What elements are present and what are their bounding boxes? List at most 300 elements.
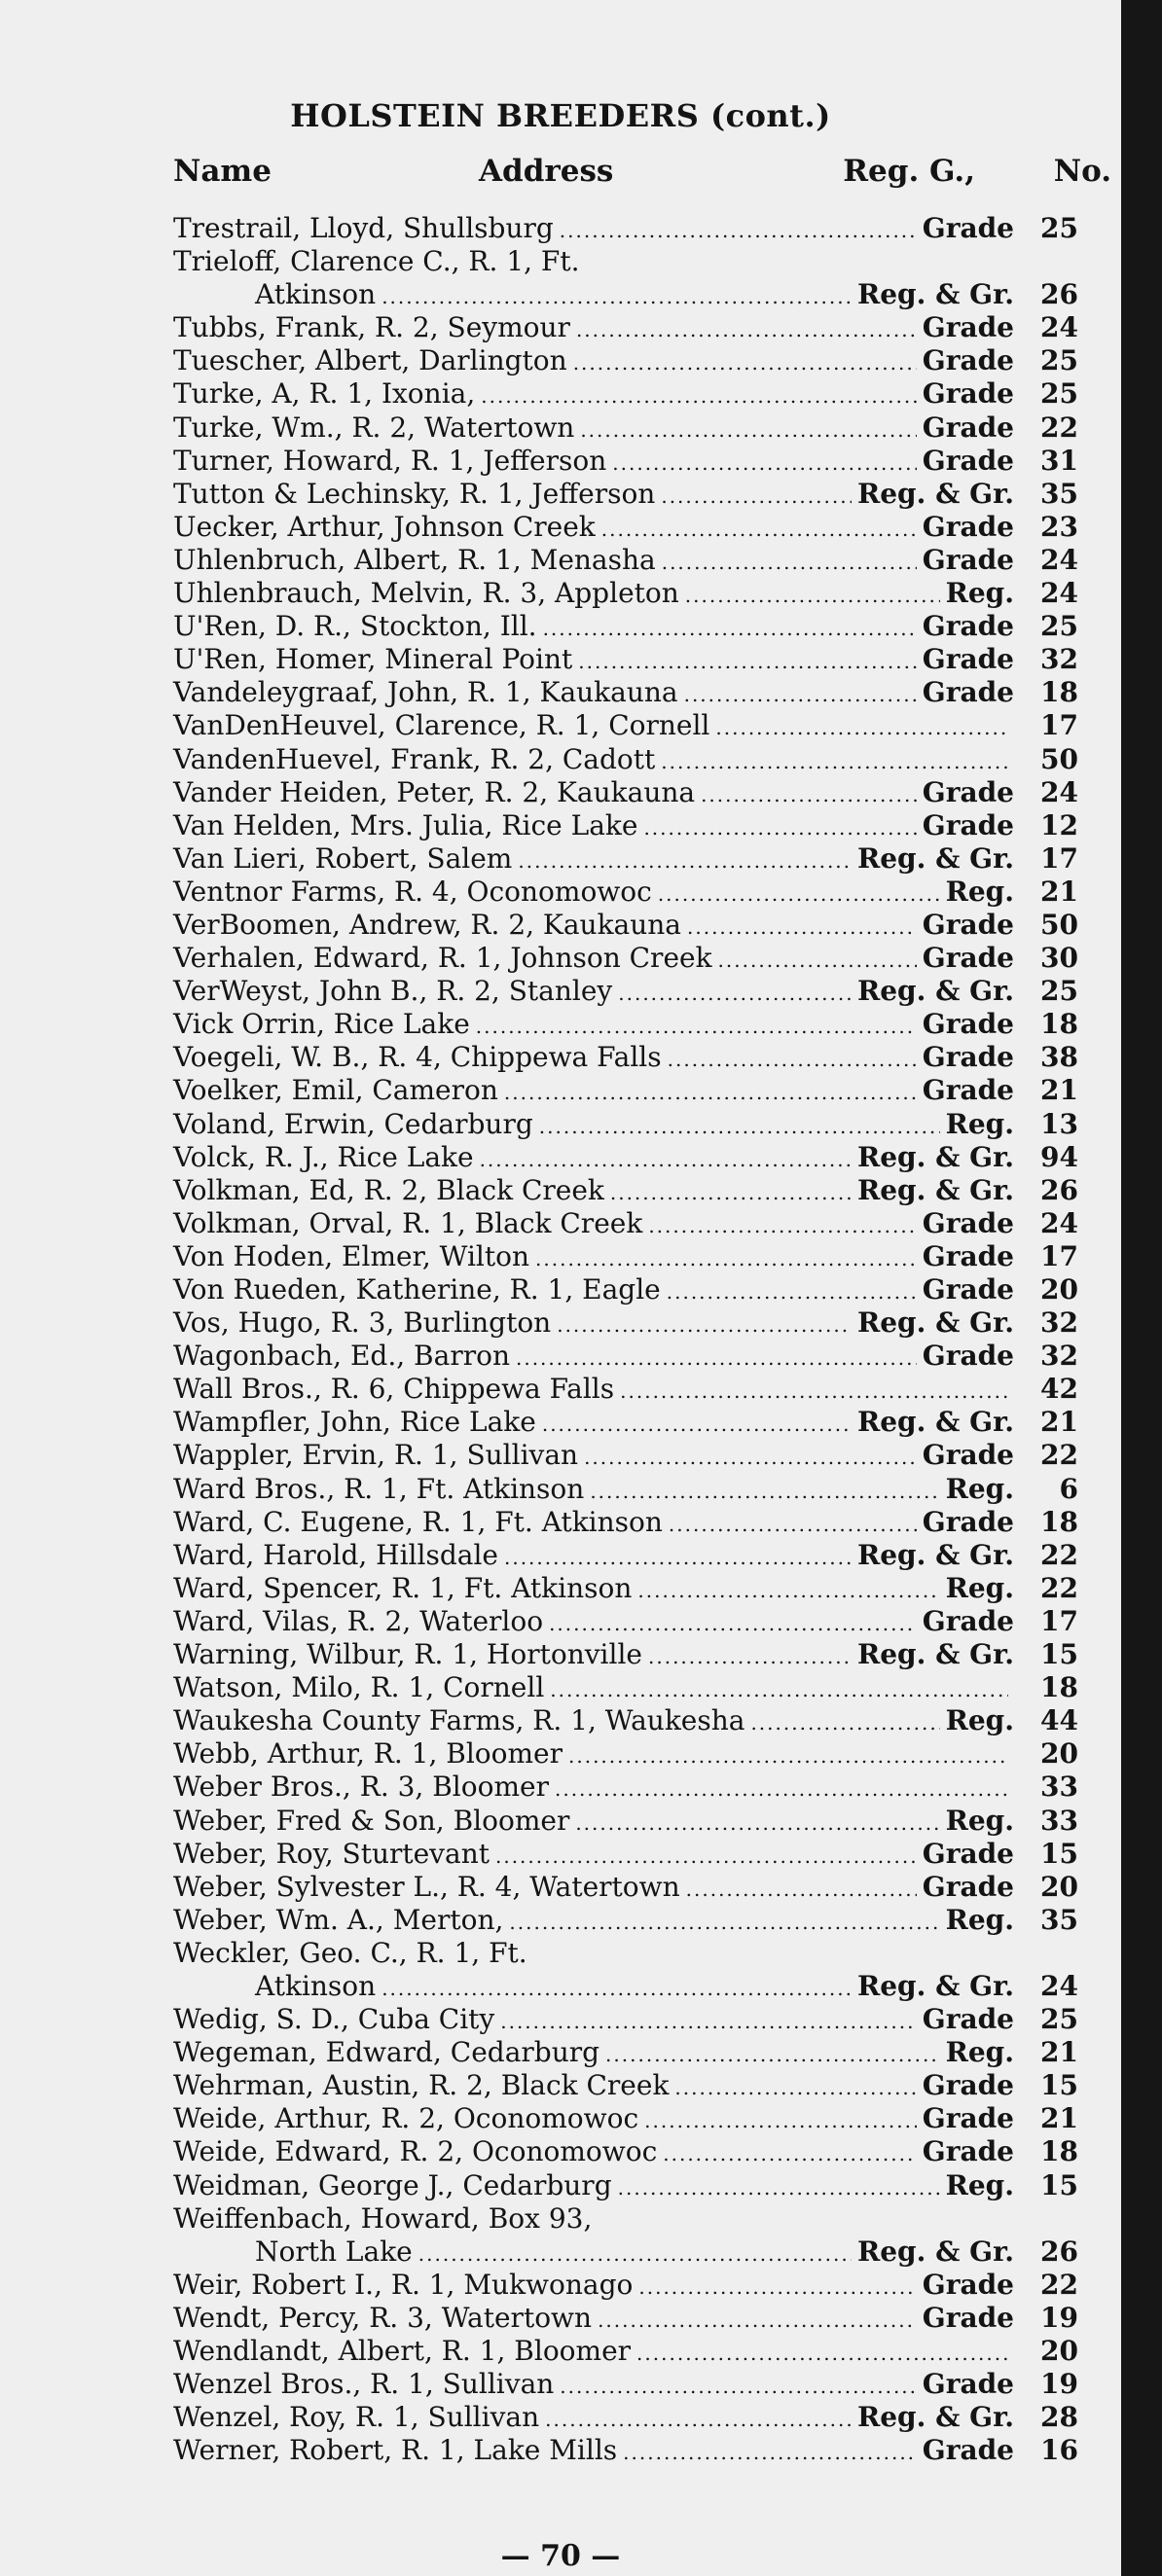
breeder-name-address: Ventnor Farms, R. 4, Oconomowoc bbox=[173, 875, 652, 908]
breeder-name-address: VandenHuevel, Frank, R. 2, Cadott bbox=[173, 742, 656, 775]
breeder-name-address: Van Lieri, Robert, Salem bbox=[173, 841, 513, 875]
registration-class: Reg. bbox=[945, 1472, 1014, 1505]
breeder-name-address: Ward Bros., R. 1, Ft. Atkinson bbox=[173, 1472, 585, 1505]
breeder-name-address: Wenzel Bros., R. 1, Sullivan bbox=[173, 2368, 555, 2401]
breeder-name-address: Vos, Hugo, R. 3, Burlington bbox=[173, 1306, 552, 1340]
leader-dots bbox=[500, 2005, 917, 2038]
column-name-label: Name bbox=[173, 154, 272, 189]
herd-count: 50 bbox=[1040, 742, 1078, 775]
registration-class: Grade bbox=[922, 543, 1014, 576]
herd-count: 17 bbox=[1040, 841, 1078, 875]
list-item bbox=[173, 2036, 1078, 2069]
registration-class: Grade bbox=[922, 444, 1014, 477]
list-item bbox=[173, 344, 1078, 377]
registration-class: Reg. & Gr. bbox=[856, 1969, 1014, 2002]
breeder-name-address: Verhalen, Edward, R. 1, Johnson Creek bbox=[173, 942, 712, 975]
list-item bbox=[173, 909, 1078, 942]
breeder-name-address: Ward, Harold, Hillsdale bbox=[173, 1538, 498, 1571]
list-item bbox=[173, 544, 1078, 577]
herd-count: 38 bbox=[1040, 1041, 1078, 1074]
breeder-name-address: Weber, Fred & Son, Bloomer bbox=[173, 1804, 570, 1837]
list-item bbox=[173, 2003, 1078, 2036]
list-item bbox=[173, 876, 1078, 909]
herd-count: 22 bbox=[1040, 411, 1078, 444]
leader-dots bbox=[618, 2171, 940, 2204]
list-item bbox=[173, 1737, 1078, 1771]
breeder-name-address: Weckler, Geo. C., R. 1, Ft. bbox=[173, 1936, 527, 1969]
breeder-name-address: Volkman, Orval, R. 1, Black Creek bbox=[173, 1206, 643, 1239]
leader-dots bbox=[584, 1441, 917, 1474]
registration-class: Reg. bbox=[945, 1107, 1014, 1140]
list-item bbox=[173, 1306, 1078, 1340]
breeder-name-address: Von Hoden, Elmer, Wilton bbox=[173, 1239, 530, 1272]
herd-count: 19 bbox=[1040, 2368, 1078, 2401]
breeder-name-address: Wehrman, Austin, R. 2, Black Creek bbox=[173, 2069, 670, 2102]
registration-class: Grade bbox=[922, 908, 1014, 941]
herd-count: 15 bbox=[1040, 2069, 1078, 2102]
herd-count: 15 bbox=[1040, 1638, 1078, 1671]
leader-dots bbox=[610, 1176, 852, 1209]
list-item bbox=[173, 643, 1078, 676]
breeder-name-address: Von Rueden, Katherine, R. 1, Eagle bbox=[173, 1273, 661, 1306]
list-item bbox=[173, 445, 1078, 478]
herd-count: 21 bbox=[1040, 1074, 1078, 1107]
list-item bbox=[173, 2135, 1078, 2168]
breeder-name-address: Atkinson bbox=[255, 278, 377, 311]
herd-count: 25 bbox=[1040, 344, 1078, 377]
breeder-name-address: Wendlandt, Albert, R. 1, Bloomer bbox=[173, 2335, 632, 2367]
herd-count: 33 bbox=[1040, 1771, 1078, 1804]
list-item bbox=[173, 2302, 1078, 2335]
list-item bbox=[173, 411, 1078, 445]
herd-count: 24 bbox=[1040, 543, 1078, 576]
herd-count: 13 bbox=[1040, 1107, 1078, 1140]
breeder-name-address: Voelker, Emil, Cameron bbox=[173, 1074, 498, 1107]
list-item bbox=[173, 1473, 1078, 1506]
breeder-name-address: VerBoomen, Andrew, R. 2, Kaukauna bbox=[173, 908, 681, 941]
registration-class: Grade bbox=[922, 643, 1014, 676]
herd-count: 26 bbox=[1040, 1173, 1078, 1206]
list-item bbox=[173, 1340, 1078, 1373]
herd-count: 21 bbox=[1040, 2102, 1078, 2135]
list-item bbox=[173, 2401, 1078, 2434]
breeder-name-address: Weide, Edward, R. 2, Oconomowoc bbox=[173, 2135, 658, 2168]
registration-class: Reg. & Gr. bbox=[856, 1173, 1014, 1206]
registration-class: Grade bbox=[922, 411, 1014, 444]
breeder-name-address: Ward, Spencer, R. 1, Ft. Atkinson bbox=[173, 1571, 633, 1604]
column-header bbox=[0, 154, 1121, 193]
leader-dots bbox=[661, 480, 852, 513]
list-item bbox=[173, 2368, 1078, 2401]
leader-dots bbox=[480, 1143, 852, 1176]
list-item bbox=[173, 1174, 1078, 1207]
leader-dots bbox=[598, 2304, 917, 2337]
leader-dots bbox=[557, 1308, 852, 1342]
registration-class: Grade bbox=[922, 1074, 1014, 1107]
list-item bbox=[173, 2169, 1078, 2202]
list-item bbox=[173, 245, 1078, 278]
breeder-name-address: Uecker, Arthur, Johnson Creek bbox=[173, 510, 596, 543]
herd-count: 25 bbox=[1040, 610, 1078, 643]
registration-class: Reg. bbox=[945, 1903, 1014, 1936]
leader-dots bbox=[539, 1110, 940, 1143]
leader-dots bbox=[638, 2271, 916, 2304]
breeder-name-address: Voegeli, W. B., R. 4, Chippewa Falls bbox=[173, 1041, 662, 1074]
breeder-name-address: Turner, Howard, R. 1, Jefferson bbox=[173, 444, 607, 477]
list-item bbox=[173, 1207, 1078, 1240]
leader-dots bbox=[578, 645, 917, 678]
herd-count: 30 bbox=[1040, 942, 1078, 975]
column-address-label: Address bbox=[479, 154, 614, 189]
breeder-name-address: Wedig, S. D., Cuba City bbox=[173, 2003, 495, 2036]
list-item bbox=[173, 776, 1078, 809]
leader-dots bbox=[674, 2071, 916, 2104]
leader-dots bbox=[623, 2436, 917, 2469]
herd-count: 20 bbox=[1040, 1870, 1078, 1903]
herd-count: 94 bbox=[1040, 1140, 1078, 1173]
herd-count: 18 bbox=[1040, 1505, 1078, 1538]
leader-dots bbox=[590, 1475, 939, 1508]
list-item bbox=[173, 2236, 1078, 2269]
leader-dots bbox=[667, 1275, 917, 1308]
leader-dots bbox=[509, 1906, 939, 1939]
registration-class: Grade bbox=[922, 1870, 1014, 1903]
herd-count: 20 bbox=[1040, 2335, 1078, 2367]
list-item bbox=[173, 1704, 1078, 1737]
registration-class: Grade bbox=[922, 2003, 1014, 2036]
breeder-name-address: Weiffenbach, Howard, Box 93, bbox=[173, 2201, 593, 2235]
herd-count: 28 bbox=[1040, 2401, 1078, 2434]
leader-dots bbox=[658, 877, 940, 911]
registration-class: Reg. & Gr. bbox=[856, 975, 1014, 1008]
leader-dots bbox=[495, 1840, 917, 1873]
leader-dots bbox=[381, 280, 852, 313]
herd-count: 24 bbox=[1040, 311, 1078, 344]
breeder-name-address: Waukesha County Farms, R. 1, Waukesha bbox=[173, 1704, 745, 1737]
list-item bbox=[173, 975, 1078, 1008]
breeder-name-address: Uhlenbrauch, Melvin, R. 3, Appleton bbox=[173, 577, 679, 610]
list-item bbox=[173, 1871, 1078, 1904]
column-reg-label: Reg. G., bbox=[843, 154, 975, 189]
list-item bbox=[173, 842, 1078, 876]
breeder-name-address: Wall Bros., R. 6, Chippewa Falls bbox=[173, 1373, 615, 1406]
list-item bbox=[173, 1041, 1078, 1074]
list-item bbox=[173, 1638, 1078, 1671]
list-item bbox=[173, 2434, 1078, 2467]
registration-class: Reg. & Gr. bbox=[856, 2401, 1014, 2434]
registration-class: Grade bbox=[922, 808, 1014, 841]
registration-class: Reg. & Gr. bbox=[856, 1638, 1014, 1671]
herd-count: 22 bbox=[1040, 2268, 1078, 2301]
page-title: HOLSTEIN BREEDERS (cont.) bbox=[290, 97, 831, 134]
registration-class: Grade bbox=[922, 1239, 1014, 1272]
breeder-name-address: Trestrail, Lloyd, Shullsburg bbox=[173, 212, 554, 244]
breeder-name-address: Weber Bros., R. 3, Bloomer bbox=[173, 1771, 549, 1804]
list-item bbox=[173, 2102, 1078, 2135]
registration-class: Grade bbox=[922, 2268, 1014, 2301]
herd-count: 21 bbox=[1040, 875, 1078, 908]
leader-dots bbox=[560, 2370, 917, 2403]
herd-count: 18 bbox=[1040, 1008, 1078, 1041]
herd-count: 32 bbox=[1040, 1340, 1078, 1373]
registration-class: Grade bbox=[922, 1340, 1014, 1373]
breeder-name-address: Volkman, Ed, R. 2, Black Creek bbox=[173, 1173, 604, 1206]
registration-class: Grade bbox=[922, 1837, 1014, 1870]
breeder-list bbox=[173, 212, 1078, 2467]
herd-count: 32 bbox=[1040, 1306, 1078, 1340]
leader-dots bbox=[648, 1640, 852, 1673]
registration-class: Grade bbox=[922, 2135, 1014, 2168]
registration-class: Reg. & Gr. bbox=[856, 278, 1014, 311]
leader-dots bbox=[612, 447, 917, 480]
herd-count: 22 bbox=[1040, 1571, 1078, 1604]
leader-dots bbox=[648, 1209, 916, 1242]
herd-count: 18 bbox=[1040, 676, 1078, 709]
breeder-name-address: Wendt, Percy, R. 3, Watertown bbox=[173, 2301, 593, 2334]
breeder-name-address: Weber, Roy, Sturtevant bbox=[173, 1837, 490, 1870]
list-item bbox=[173, 709, 1078, 742]
herd-count: 42 bbox=[1040, 1373, 1078, 1406]
leader-dots bbox=[687, 911, 917, 944]
leader-dots bbox=[668, 1043, 917, 1076]
breeder-name-address: Warning, Wilbur, R. 1, Hortonville bbox=[173, 1638, 642, 1671]
breeder-name-address: Voland, Erwin, Cedarburg bbox=[173, 1107, 533, 1140]
registration-class: Reg. bbox=[945, 2036, 1014, 2069]
registration-class: Reg. & Gr. bbox=[856, 1406, 1014, 1439]
registration-class: Reg. bbox=[945, 1804, 1014, 1837]
list-item bbox=[173, 1539, 1078, 1572]
leader-dots bbox=[516, 1342, 917, 1375]
registration-class: Reg. & Gr. bbox=[856, 2235, 1014, 2268]
list-item bbox=[173, 1605, 1078, 1638]
breeder-name-address: Vick Orrin, Rice Lake bbox=[173, 1008, 470, 1041]
registration-class: Grade bbox=[922, 377, 1014, 411]
list-item bbox=[173, 1406, 1078, 1439]
leader-dots bbox=[550, 1673, 1008, 1706]
registration-class: Grade bbox=[922, 1439, 1014, 1472]
list-item bbox=[173, 1373, 1078, 1406]
breeder-name-address: Trieloff, Clarence C., R. 1, Ft. bbox=[173, 245, 580, 278]
breeder-name-address: Wenzel, Roy, R. 1, Sullivan bbox=[173, 2401, 540, 2434]
column-no-label: No. bbox=[1053, 154, 1111, 189]
breeder-name-address: U'Ren, D. R., Stockton, Ill. bbox=[173, 610, 537, 643]
leader-dots bbox=[549, 1607, 917, 1640]
herd-count: 23 bbox=[1040, 510, 1078, 543]
leader-dots bbox=[476, 1010, 917, 1043]
list-item bbox=[173, 1904, 1078, 1937]
breeder-name-address: Werner, Robert, R. 1, Lake Mills bbox=[173, 2434, 618, 2467]
herd-count: 26 bbox=[1040, 278, 1078, 311]
list-item bbox=[173, 942, 1078, 975]
breeder-name-address: Vandeleygraaf, John, R. 1, Kaukauna bbox=[173, 676, 678, 709]
registration-class: Reg. bbox=[945, 577, 1014, 610]
breeder-name-address: Ward, C. Eugene, R. 1, Ft. Atkinson bbox=[173, 1505, 663, 1538]
leader-dots bbox=[418, 2237, 852, 2271]
list-item bbox=[173, 577, 1078, 610]
herd-count: 16 bbox=[1040, 2434, 1078, 2467]
breeder-name-address: Vander Heiden, Peter, R. 2, Kaukauna bbox=[173, 775, 696, 808]
herd-count: 21 bbox=[1040, 1406, 1078, 1439]
registration-class: Grade bbox=[922, 2102, 1014, 2135]
registration-class: Reg. & Gr. bbox=[856, 477, 1014, 510]
registration-class: Reg. & Gr. bbox=[856, 1306, 1014, 1340]
breeder-name-address: Turke, A, R. 1, Ixonia, bbox=[173, 377, 476, 411]
leader-dots bbox=[545, 2403, 852, 2436]
list-item bbox=[173, 1970, 1078, 2003]
herd-count: 25 bbox=[1040, 377, 1078, 411]
herd-count: 24 bbox=[1040, 775, 1078, 808]
list-item bbox=[173, 1506, 1078, 1539]
registration-class: Grade bbox=[922, 1273, 1014, 1306]
leader-dots bbox=[663, 2137, 917, 2170]
list-item bbox=[173, 2335, 1078, 2368]
breeder-name-address: Weide, Arthur, R. 2, Oconomowoc bbox=[173, 2102, 639, 2135]
list-item bbox=[173, 1141, 1078, 1174]
registration-class: Grade bbox=[922, 676, 1014, 709]
herd-count: 33 bbox=[1040, 1804, 1078, 1837]
registration-class: Grade bbox=[922, 1206, 1014, 1239]
breeder-name-address: North Lake bbox=[255, 2235, 413, 2268]
herd-count: 35 bbox=[1040, 477, 1078, 510]
list-item bbox=[173, 1572, 1078, 1605]
list-item bbox=[173, 1008, 1078, 1041]
list-item bbox=[173, 610, 1078, 643]
registration-class: Grade bbox=[922, 1505, 1014, 1538]
list-item bbox=[173, 478, 1078, 511]
leader-dots bbox=[481, 379, 917, 412]
list-item bbox=[173, 2269, 1078, 2302]
registration-class: Grade bbox=[922, 2301, 1014, 2334]
registration-class: Reg. bbox=[945, 875, 1014, 908]
registration-class: Grade bbox=[922, 510, 1014, 543]
registration-class: Grade bbox=[922, 2434, 1014, 2467]
breeder-name-address: Atkinson bbox=[255, 1969, 377, 2002]
registration-class: Grade bbox=[922, 212, 1014, 244]
list-item bbox=[173, 1805, 1078, 1838]
breeder-name-address: Van Helden, Mrs. Julia, Rice Lake bbox=[173, 808, 638, 841]
leader-dots bbox=[643, 811, 916, 844]
list-item bbox=[173, 511, 1078, 544]
breeder-name-address: Wampfler, John, Rice Lake bbox=[173, 1406, 536, 1439]
leader-dots bbox=[504, 1076, 917, 1109]
leader-dots bbox=[575, 1807, 939, 1840]
breeder-name-address: Weidman, George J., Cedarburg bbox=[173, 2168, 612, 2201]
herd-count: 31 bbox=[1040, 444, 1078, 477]
registration-class: Grade bbox=[922, 775, 1014, 808]
registration-class: Grade bbox=[922, 2368, 1014, 2401]
leader-dots bbox=[573, 346, 917, 379]
leader-dots bbox=[555, 1772, 1008, 1806]
leader-dots bbox=[618, 977, 852, 1010]
breeder-name-address: Weir, Robert I., R. 1, Mukwonago bbox=[173, 2268, 634, 2301]
leader-dots bbox=[601, 513, 917, 546]
list-item bbox=[173, 1838, 1078, 1871]
herd-count: 25 bbox=[1040, 975, 1078, 1008]
page-edge bbox=[1121, 0, 1162, 2576]
herd-count: 22 bbox=[1040, 1439, 1078, 1472]
list-item bbox=[173, 1240, 1078, 1273]
herd-count: 20 bbox=[1040, 1737, 1078, 1771]
list-item bbox=[173, 676, 1078, 709]
herd-count: 20 bbox=[1040, 1273, 1078, 1306]
herd-count: 50 bbox=[1040, 908, 1078, 941]
herd-count: 24 bbox=[1040, 1206, 1078, 1239]
registration-class: Reg. & Gr. bbox=[856, 841, 1014, 875]
breeder-name-address: Uhlenbruch, Albert, R. 1, Menasha bbox=[173, 543, 656, 576]
leader-dots bbox=[568, 1739, 1008, 1772]
herd-count: 15 bbox=[1040, 1837, 1078, 1870]
list-item bbox=[173, 311, 1078, 344]
leader-dots bbox=[684, 678, 917, 711]
leader-dots bbox=[718, 944, 917, 977]
herd-count: 24 bbox=[1040, 577, 1078, 610]
breeder-name-address: Tutton & Lechinsky, R. 1, Jefferson bbox=[173, 477, 656, 510]
registration-class: Reg. & Gr. bbox=[856, 1140, 1014, 1173]
herd-count: 18 bbox=[1040, 2135, 1078, 2168]
list-item bbox=[173, 2069, 1078, 2102]
list-item bbox=[173, 212, 1078, 245]
leader-dots bbox=[644, 2104, 917, 2137]
herd-count: 18 bbox=[1040, 1671, 1078, 1704]
registration-class: Grade bbox=[922, 2069, 1014, 2102]
breeder-name-address: Tubbs, Frank, R. 2, Seymour bbox=[173, 311, 570, 344]
list-item bbox=[173, 1937, 1078, 1970]
registration-class: Grade bbox=[922, 344, 1014, 377]
herd-count: 21 bbox=[1040, 2036, 1078, 2069]
list-item bbox=[173, 743, 1078, 776]
list-item bbox=[173, 1671, 1078, 1704]
list-item bbox=[173, 809, 1078, 842]
leader-dots bbox=[750, 1706, 939, 1739]
breeder-name-address: Wagonbach, Ed., Barron bbox=[173, 1340, 510, 1373]
leader-dots bbox=[543, 612, 917, 645]
breeder-name-address: Watson, Milo, R. 1, Cornell bbox=[173, 1671, 545, 1704]
leader-dots bbox=[560, 214, 917, 247]
list-item bbox=[173, 1074, 1078, 1107]
herd-count: 15 bbox=[1040, 2168, 1078, 2201]
herd-count: 17 bbox=[1040, 1239, 1078, 1272]
breeder-name-address: Tuescher, Albert, Darlington bbox=[173, 344, 567, 377]
leader-dots bbox=[576, 313, 917, 346]
breeder-name-address: U'Ren, Homer, Mineral Point bbox=[173, 643, 573, 676]
breeder-name-address: Ward, Vilas, R. 2, Waterloo bbox=[173, 1604, 544, 1637]
leader-dots bbox=[686, 1873, 917, 1906]
herd-count: 17 bbox=[1040, 709, 1078, 742]
list-item bbox=[173, 1273, 1078, 1306]
registration-class: Grade bbox=[922, 311, 1014, 344]
registration-class: Reg. bbox=[945, 1571, 1014, 1604]
breeder-name-address: Webb, Arthur, R. 1, Bloomer bbox=[173, 1737, 563, 1771]
leader-dots bbox=[605, 2038, 940, 2071]
breeder-name-address: Turke, Wm., R. 2, Watertown bbox=[173, 411, 575, 444]
herd-count: 6 bbox=[1059, 1472, 1078, 1505]
list-item bbox=[173, 278, 1078, 311]
leader-dots bbox=[662, 546, 917, 579]
list-item bbox=[173, 2202, 1078, 2236]
herd-count: 24 bbox=[1040, 1969, 1078, 2002]
leader-dots bbox=[715, 711, 1008, 744]
registration-class: Grade bbox=[922, 1604, 1014, 1637]
breeder-name-address: Weber, Sylvester L., R. 4, Watertown bbox=[173, 1870, 680, 1903]
registration-class: Reg. bbox=[945, 1704, 1014, 1737]
herd-count: 32 bbox=[1040, 643, 1078, 676]
leader-dots bbox=[661, 745, 1008, 778]
leader-dots bbox=[685, 579, 940, 612]
leader-dots bbox=[636, 2337, 1008, 2370]
registration-class: Grade bbox=[922, 610, 1014, 643]
leader-dots bbox=[701, 778, 917, 811]
breeder-name-address: Volck, R. J., Rice Lake bbox=[173, 1140, 474, 1173]
